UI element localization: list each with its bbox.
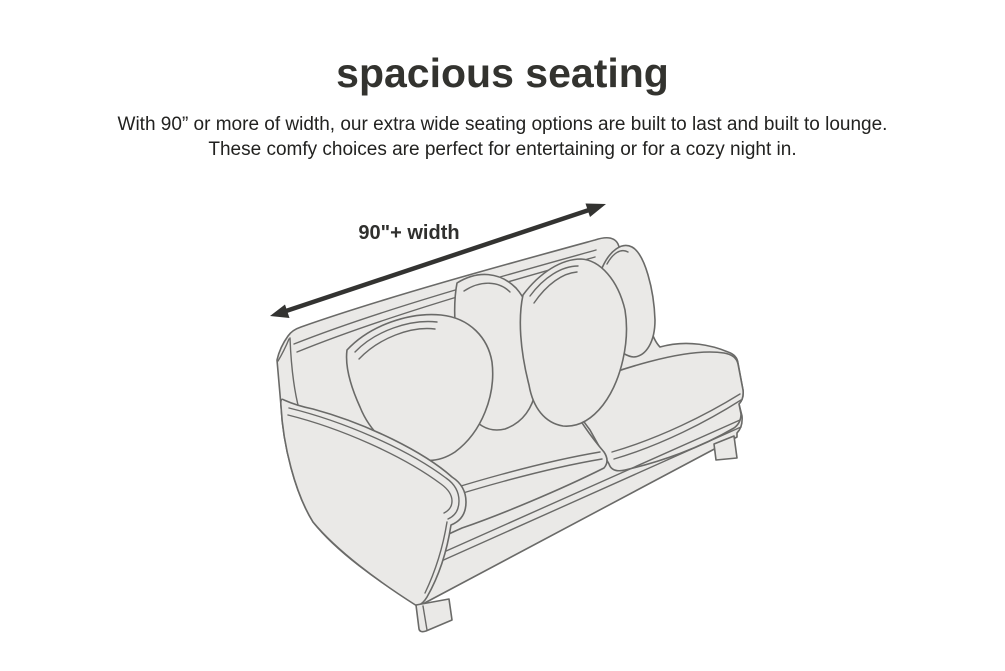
- width-arrow-head-left: [270, 305, 290, 319]
- width-arrow-label: 90"+ width: [358, 222, 460, 244]
- page-title: spacious seating: [336, 50, 669, 96]
- sofa-foot-front: [416, 599, 452, 632]
- width-arrow-head-right: [586, 204, 607, 218]
- description-line-1: With 90” or more of width, our extra wide seating options are built to last and built to lounge.: [117, 114, 888, 135]
- sofa-illustration: [277, 238, 743, 632]
- description-line-2: These comfy choices are perfect for entertaining or for a cozy night in.: [208, 139, 797, 160]
